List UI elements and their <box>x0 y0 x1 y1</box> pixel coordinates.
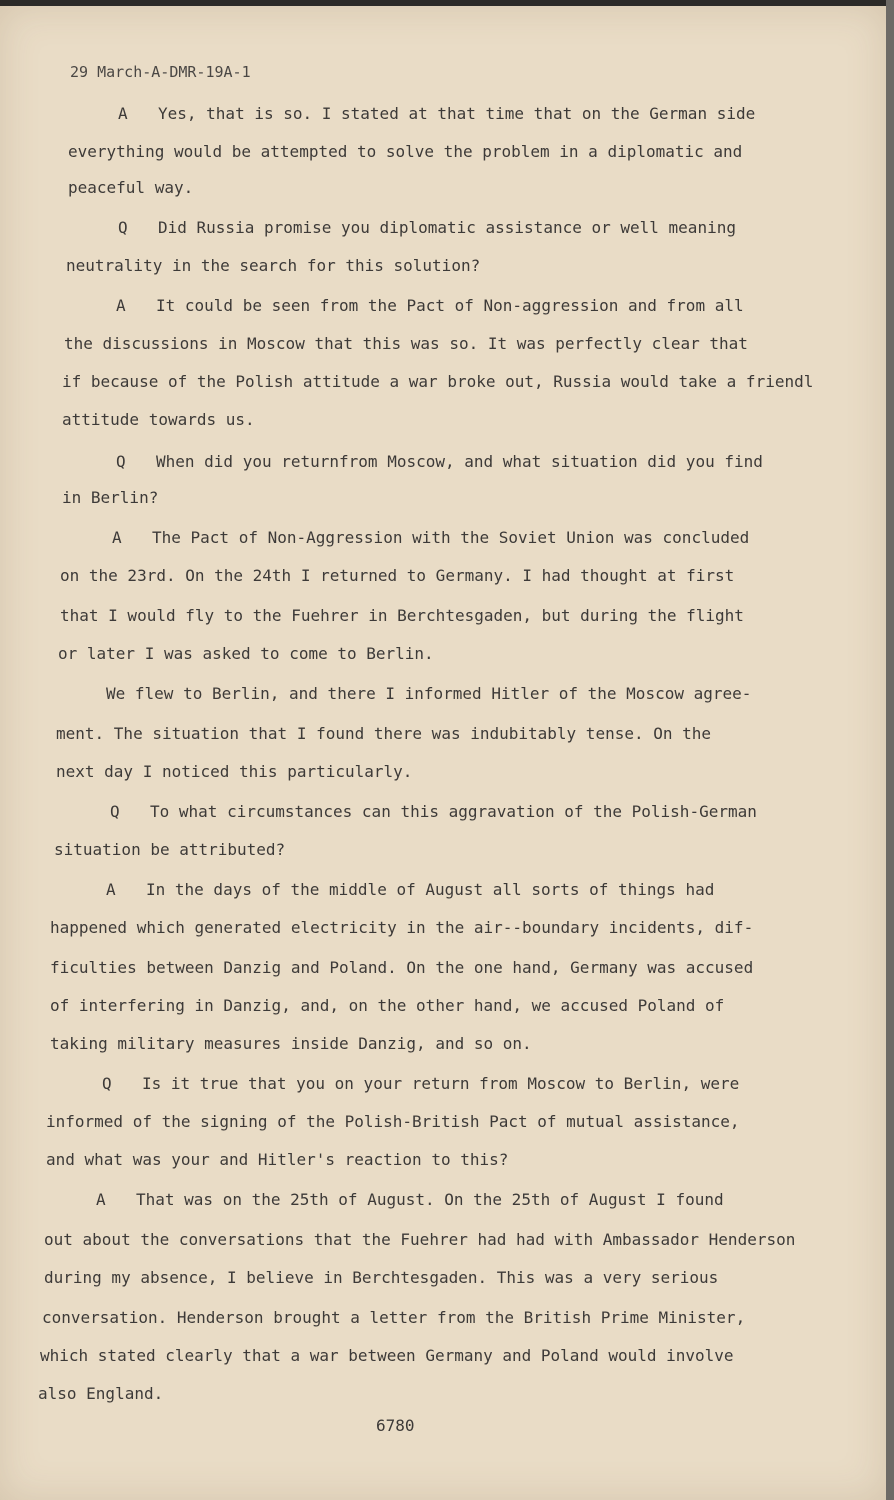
text-line <box>96 1190 724 1210</box>
page-number: 6780 <box>376 1416 415 1435</box>
text-line: during my absence, I believe in Berchtesgaden. This was a very serious <box>44 1268 719 1287</box>
text-line: neutrality in the search for this solution? <box>66 256 481 275</box>
speaker-label: Q <box>118 218 128 237</box>
text-line <box>116 296 744 316</box>
line-text: When did you returnfrom Moscow, and what situation did you find <box>156 452 763 471</box>
text-line: on the 23rd. On the 24th I returned to Germany. I had thought at first <box>60 566 735 585</box>
line-text: Yes, that is so. I stated at that time that on the German side <box>158 104 756 123</box>
text-line: happened which generated electricity in the air--boundary incidents, dif- <box>50 918 754 937</box>
text-line <box>106 880 714 900</box>
line-text: That was on the 25th of August. On the 25th of August I found <box>136 1190 724 1209</box>
text-line: everything would be attempted to solve the problem in a diplomatic and <box>68 142 743 161</box>
speaker-label: A <box>116 296 126 315</box>
speaker-label: A <box>112 528 122 547</box>
text-line: which stated clearly that a war between Germany and Poland would involve <box>40 1346 734 1365</box>
text-line: if because of the Polish attitude a war broke out, Russia would take a friendl <box>62 372 814 391</box>
line-text: The Pact of Non-Aggression with the Soviet Union was concluded <box>152 528 750 547</box>
text-line: ment. The situation that I found there was indubitably tense. On the <box>56 724 712 743</box>
text-line <box>118 104 755 124</box>
text-line: also England. <box>38 1384 164 1403</box>
text-line <box>116 452 763 472</box>
line-text: Did Russia promise you diplomatic assistance or well meaning <box>158 218 736 237</box>
text-line: out about the conversations that the Fuehrer had had with Ambassador Henderson <box>44 1230 796 1249</box>
text-line: and what was your and Hitler's reaction to this? <box>46 1150 509 1169</box>
line-text: It could be seen from the Pact of Non-aggression and from all <box>156 296 744 315</box>
speaker-label: A <box>106 880 116 899</box>
text-line <box>102 1074 739 1094</box>
text-line: We flew to Berlin, and there I informed Hitler of the Moscow agree- <box>106 684 752 703</box>
page-header: 29 March-A-DMR-19A-1 <box>70 63 251 81</box>
line-text: Is it true that you on your return from Moscow to Berlin, were <box>142 1074 740 1093</box>
text-line: of interfering in Danzig, and, on the other hand, we accused Poland of <box>50 996 725 1015</box>
text-line <box>118 218 736 238</box>
text-line: situation be attributed? <box>54 840 286 859</box>
page-edge <box>886 0 894 1500</box>
speaker-label: Q <box>102 1074 112 1093</box>
text-line: the discussions in Moscow that this was so. It was perfectly clear that <box>64 334 748 353</box>
document-page <box>0 6 886 1500</box>
line-text: To what circumstances can this aggravation of the Polish-German <box>150 802 757 821</box>
text-line: taking military measures inside Danzig, and so on. <box>50 1034 532 1053</box>
text-line <box>110 802 757 822</box>
text-line: or later I was asked to come to Berlin. <box>58 644 434 663</box>
text-line: next day I noticed this particularly. <box>56 762 413 781</box>
text-line: conversation. Henderson brought a letter from the British Prime Minister, <box>42 1308 746 1327</box>
line-text: In the days of the middle of August all sorts of things had <box>146 880 715 899</box>
text-line <box>112 528 749 548</box>
text-line: attitude towards us. <box>62 410 255 429</box>
speaker-label: Q <box>110 802 120 821</box>
speaker-label: A <box>96 1190 106 1209</box>
text-line: ficulties between Danzig and Poland. On the one hand, Germany was accused <box>50 958 754 977</box>
text-line: peaceful way. <box>68 178 194 197</box>
text-line: that I would fly to the Fuehrer in Berchtesgaden, but during the flight <box>60 606 744 625</box>
speaker-label: A <box>118 104 128 123</box>
text-line: informed of the signing of the Polish-British Pact of mutual assistance, <box>46 1112 740 1131</box>
text-line: in Berlin? <box>62 488 159 507</box>
speaker-label: Q <box>116 452 126 471</box>
